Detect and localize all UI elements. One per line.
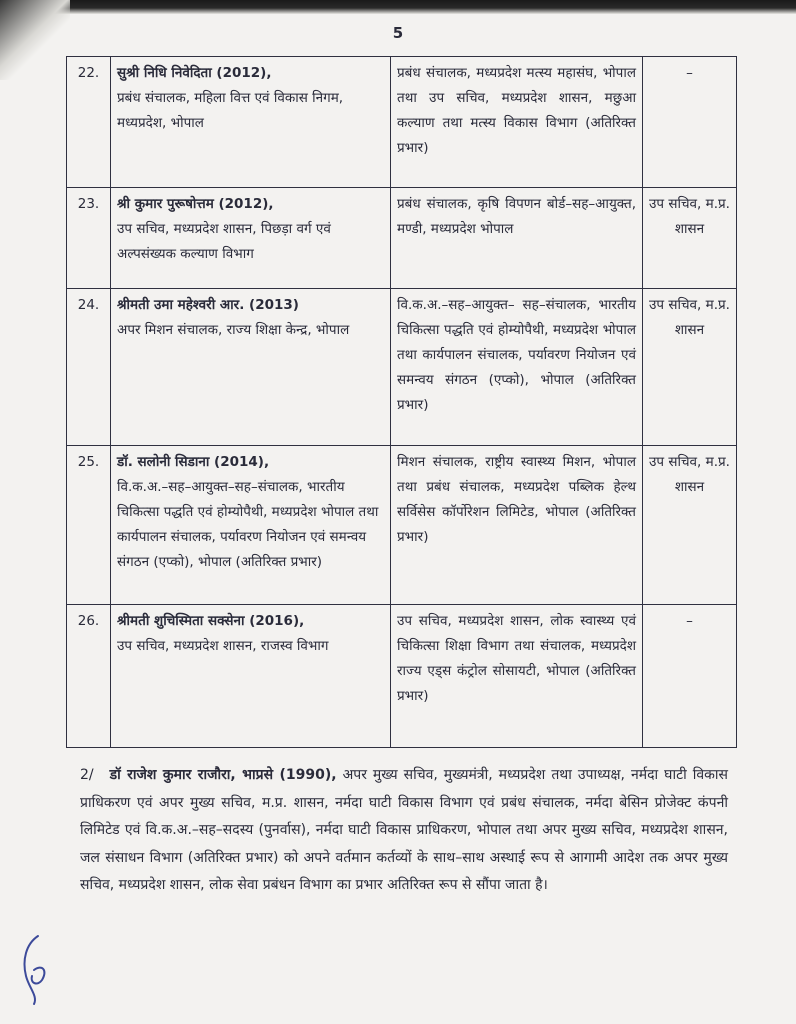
officer-name: डॉ. सलोनी सिडाना (2014), (117, 454, 270, 470)
initials-signature (16, 930, 56, 1010)
current-posting: प्रबंध संचालक, महिला वित्त एवं विकास निगम, मध्यप्रदेश, भोपाल (117, 90, 344, 131)
current-posting: उप सचिव, मध्यप्रदेश शासन, पिछड़ा वर्ग एवं अल्पसंख्यक कल्याण विभाग (117, 221, 331, 262)
paragraph-number: 2/ (80, 767, 94, 783)
officer-name: श्री कुमार पुरूषोत्तम (2012), (117, 196, 274, 212)
serial-number: 22. (67, 57, 111, 188)
additional-charge: उप सचिव, म.प्र. शासन (643, 289, 737, 446)
additional-charge: – (643, 605, 737, 748)
paragraph-text: अपर मुख्य सचिव, मुख्यमंत्री, मध्यप्रदेश तथा उपाध्यक्ष, नर्मदा घाटी विकास प्राधिकरण एवं अपर मुख्य सचिव, म.प्र. शासन, नर्मदा घाटी विकास विभाग एवं प्रबंध संचालक, नर्मदा बेसिन प्रोजेक्ट कंपनी लिमिटेड एवं वि.क.अ.–सह–सदस्य (पुनर्वास), नर्मदा घाटी विकास प्राधिकरण, भोपाल तथा अपर मुख्य सचिव, मध्यप्रदेश शासन, जल संसाधन विभाग (अतिरिक्त प्रभार) को अपने वर्तमान कर्तव्यों के साथ–साथ अस्थाई रूप से आगामी आदेश तक अपर मुख्य सचिव, मध्यप्रदेश शासन, लोक सेवा प्रबंधन विभाग का प्रभार अतिरिक्त रूप से सौंपा जाता है। (80, 767, 729, 893)
table-row (67, 446, 737, 605)
serial-number: 26. (67, 605, 111, 748)
additional-charge: – (643, 57, 737, 188)
paragraph-officer-name: डॉ राजेश कुमार राजौरा, भाप्रसे (1990), (109, 767, 337, 783)
officer-cell (111, 188, 391, 289)
current-posting: उप सचिव, मध्यप्रदेश शासन, राजस्व विभाग (117, 638, 329, 654)
posting-table (66, 56, 737, 748)
officer-name: श्रीमती उमा महेश्वरी आर. (2013) (117, 297, 299, 313)
table-row (67, 289, 737, 446)
officer-name: श्रीमती शुचिस्मिता सक्सेना (2016), (117, 613, 305, 629)
new-posting: प्रबंध संचालक, कृषि विपणन बोर्ड–सह–आयुक्त, मण्डी, मध्यप्रदेश भोपाल (391, 188, 643, 289)
serial-number: 23. (67, 188, 111, 289)
page-number: 5 (392, 24, 404, 42)
table-row (67, 57, 737, 188)
page-top-shadow (0, 0, 796, 14)
new-posting: वि.क.अ.–सह–आयुक्त– सह–संचालक, भारतीय चिकित्सा पद्धति एवं होम्योपैथी, मध्यप्रदेश भोपाल तथा कार्यपालन संचालक, पर्यावरण नियोजन एवं समन्वय संगठन (एप्को), भोपाल (अतिरिक्त प्रभार) (391, 289, 643, 446)
serial-number: 24. (67, 289, 111, 446)
table-row (67, 605, 737, 748)
new-posting: प्रबंध संचालक, मध्यप्रदेश मत्स्य महासंघ, भोपाल तथा उप सचिव, मध्यप्रदेश शासन, मछुआ कल्याण तथा मत्स्य विकास विभाग (अतिरिक्त प्रभार) (391, 57, 643, 188)
new-posting: मिशन संचालक, राष्ट्रीय स्वास्थ्य मिशन, भोपाल तथा प्रबंध संचालक, मध्यप्रदेश पब्लिक हेल्थ सर्विसेस कॉर्पोरेशन लिमिटेड, भोपाल (अतिरिक्त प्रभार) (391, 446, 643, 605)
table-row (67, 188, 737, 289)
additional-charge: उप सचिव, म.प्र. शासन (643, 446, 737, 605)
officer-cell (111, 446, 391, 605)
officer-cell (111, 57, 391, 188)
order-paragraph (80, 762, 728, 900)
officer-name: सुश्री निधि निवेदिता (2012), (117, 65, 272, 81)
officer-cell (111, 289, 391, 446)
serial-number: 25. (67, 446, 111, 605)
current-posting: वि.क.अ.–सह–आयुक्त–सह–संचालक, भारतीय चिकित्सा पद्धति एवं होम्योपैथी, मध्यप्रदेश भोपाल तथा कार्यपालन संचालक, पर्यावरण नियोजन एवं समन्वय संगठन (एप्को), भोपाल (अतिरिक्त प्रभार) (117, 479, 379, 570)
officer-cell (111, 605, 391, 748)
current-posting: अपर मिशन संचालक, राज्य शिक्षा केन्द्र, भोपाल (117, 322, 350, 338)
additional-charge: उप सचिव, म.प्र. शासन (643, 188, 737, 289)
new-posting: उप सचिव, मध्यप्रदेश शासन, लोक स्वास्थ्य एवं चिकित्सा शिक्षा विभाग तथा संचालक, मध्यप्रदेश राज्य एड्स कंट्रोल सोसायटी, भोपाल (अतिरिक्त प्रभार) (391, 605, 643, 748)
